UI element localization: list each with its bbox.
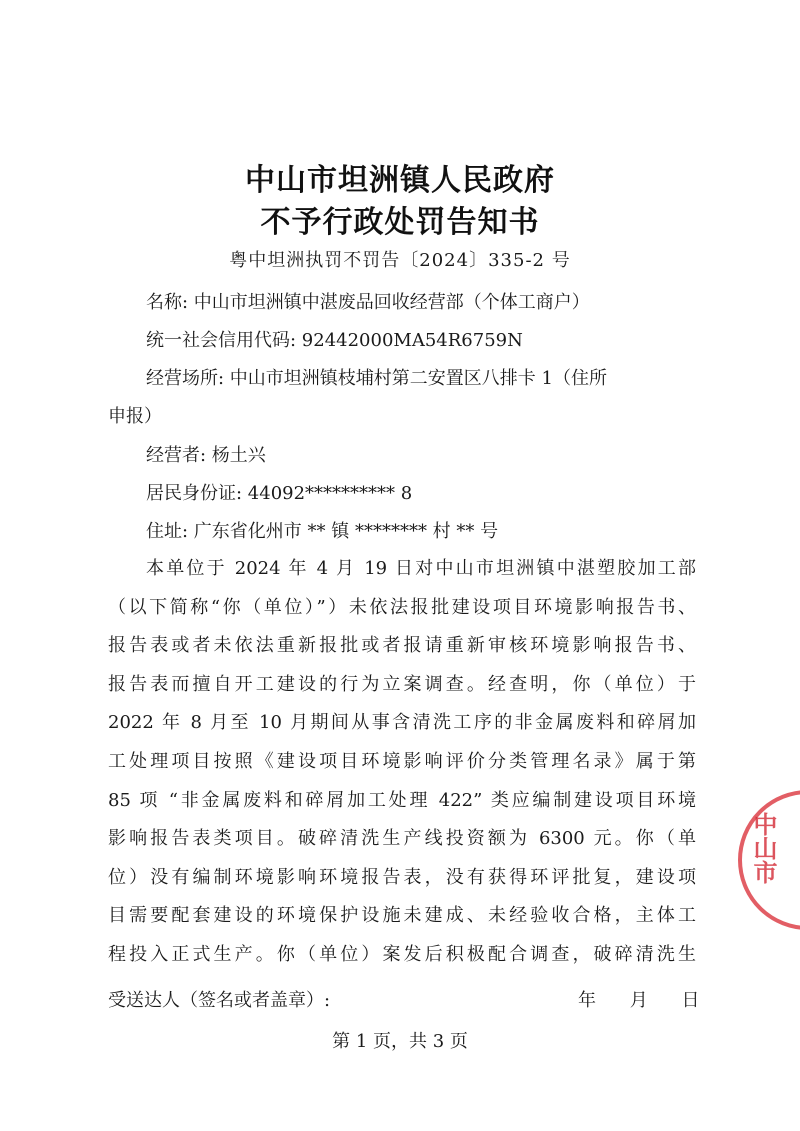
business-address-line2: 申报） — [108, 406, 162, 427]
body-line: （以下简称“你（单位）”）未依法报批建设项目环境影响报告书、 — [108, 596, 696, 618]
id-card-number: 居民身份证: 44092********** 8 — [146, 483, 413, 504]
body-line: 工处理项目按照《建设项目环境影响评价分类管理名录》属于第 — [108, 750, 696, 772]
body-paragraph — [108, 550, 696, 975]
body-line: 2022 年 8 月至 10 月期间从事含清洗工序的非金属废料和碎屑加 — [108, 712, 696, 734]
document-number: 粤中坦洲执罚不罚告〔2024〕335-2 号 — [229, 250, 571, 271]
page-number: 第 1 页，共 3 页 — [332, 1031, 468, 1052]
signature-date-fields: 年 月 日 — [578, 990, 700, 1011]
seal-text: 中山市 — [749, 812, 777, 884]
business-address-line1: 经营场所: 中山市坦洲镇枝埔村第二安置区八排卡 1（住所 — [146, 368, 607, 389]
body-line: 目需要配套建设的环境保护设施未建成、未经验收合格，主体工 — [108, 905, 696, 927]
body-line: 85 项 “非金属废料和碎屑加工处理 422” 类应编制建设项目环境 — [108, 789, 696, 811]
document-title-line1: 中山市坦洲镇人民政府 — [245, 163, 555, 198]
residence-address: 住址: 广东省化州市 ** 镇 ******** 村 ** 号 — [146, 521, 499, 542]
body-line: 报告表或者未依法重新报批或者报请重新审核环境影响报告书、 — [108, 635, 696, 657]
operator-name: 经营者: 杨土兴 — [146, 445, 266, 466]
recipient-signature-label: 受送达人（签名或者盖章）: — [108, 990, 331, 1011]
body-line: 影响报告表类项目。破碎清洗生产线投资额为 6300 元。你（单 — [108, 828, 696, 850]
body-line: 程投入正式生产。你（单位）案发后积极配合调查，破碎清洗生 — [108, 943, 696, 965]
body-line: 位）没有编制环境影响环境报告表，没有获得环评批复，建设项 — [108, 866, 696, 888]
entity-name: 名称: 中山市坦洲镇中湛废品回收经营部（个体工商户） — [146, 292, 590, 313]
document-title-line2: 不予行政处罚告知书 — [260, 205, 540, 240]
body-line: 报告表而擅自开工建设的行为立案调查。经查明，你（单位）于 — [108, 673, 696, 695]
credit-code: 统一社会信用代码: 92442000MA54R6759N — [146, 330, 523, 351]
body-line: 本单位于 2024 年 4 月 19 日对中山市坦洲镇中湛塑胶加工部 — [146, 558, 696, 579]
